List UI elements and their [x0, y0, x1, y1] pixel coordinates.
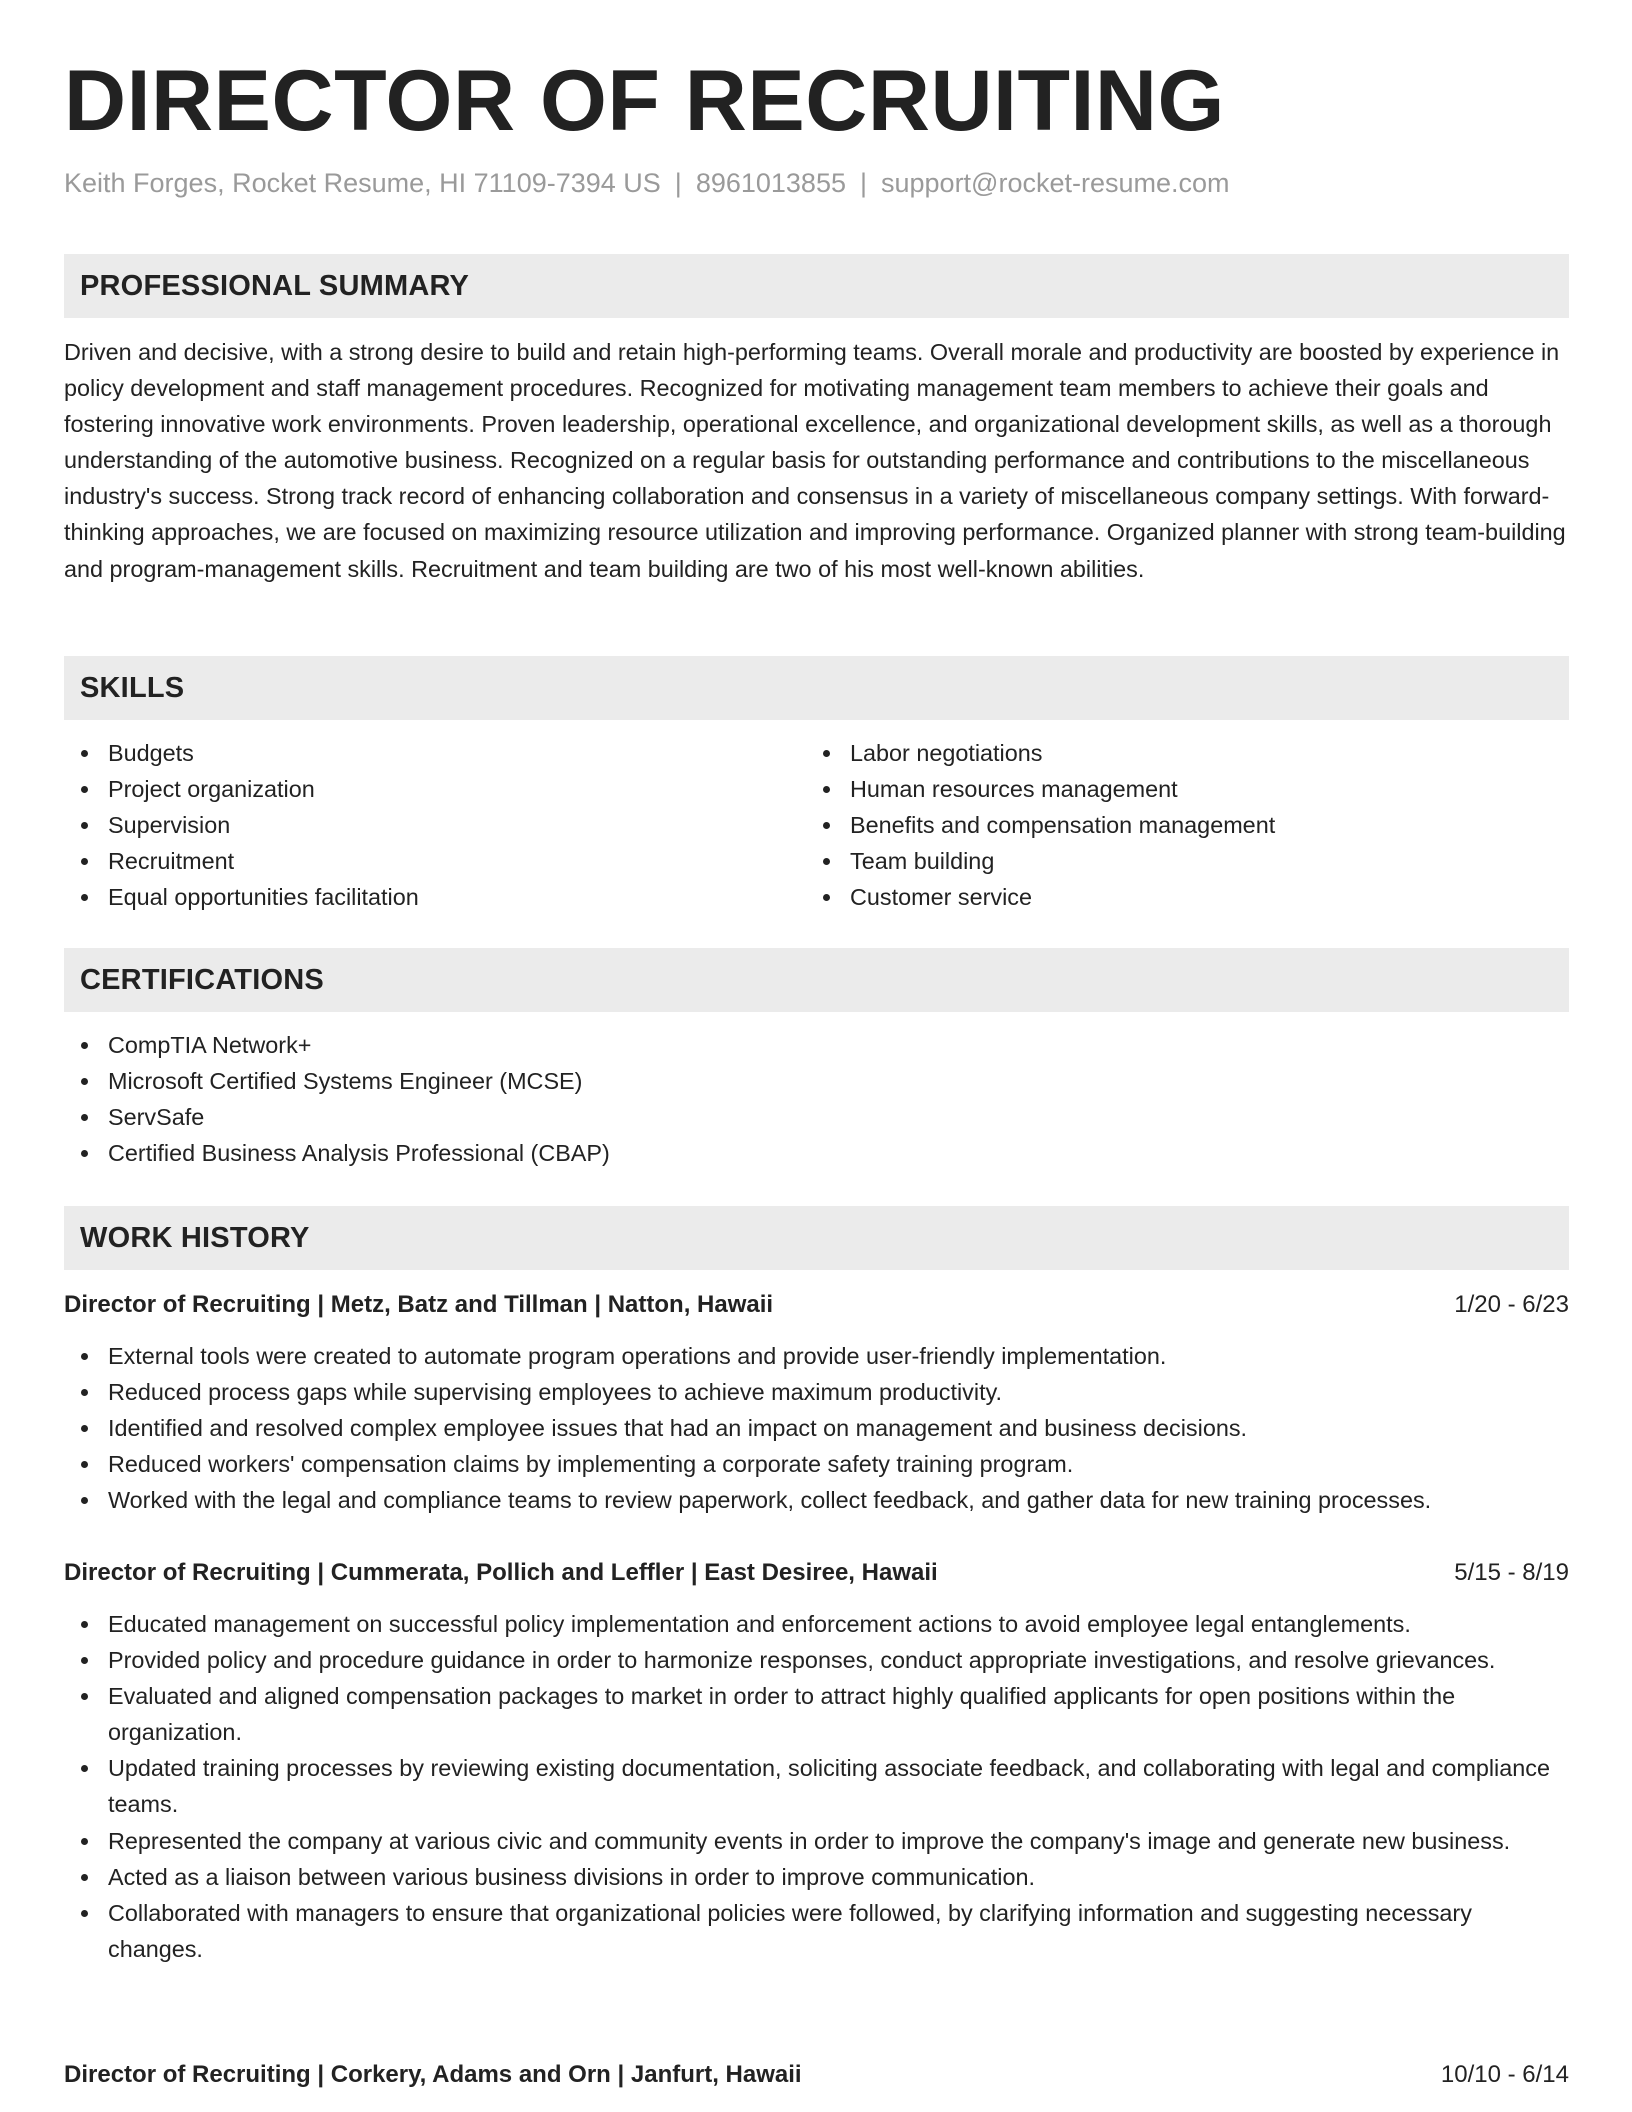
skills-list-right [806, 735, 1546, 915]
skills-section-header [64, 656, 1569, 720]
skills-column-right [806, 735, 1546, 915]
job-dates: 5/15 - 8/19 [1454, 1559, 1569, 1586]
job-bullets [64, 1338, 1569, 1518]
resume-title: DIRECTOR OF RECRUITING [64, 53, 1225, 149]
contact-address: Keith Forges, Rocket Resume, HI 71109-7394 US [64, 168, 661, 198]
job-bullet: External tools were created to automate program operations and provide user-friendly implementation. [64, 1338, 1569, 1374]
certification-item: Certified Business Analysis Professional (CBAP) [64, 1135, 1569, 1171]
skill-item: Customer service [806, 879, 1546, 915]
skill-item: Supervision [64, 807, 804, 843]
certification-item: CompTIA Network+ [64, 1027, 1569, 1063]
job-bullet: Evaluated and aligned compensation packages to market in order to attract highly qualified applicants for open positions within the organization. [64, 1678, 1569, 1750]
skill-item: Team building [806, 843, 1546, 879]
skills-column-left [64, 735, 804, 915]
skills-list-left [64, 735, 804, 915]
certifications-list [64, 1027, 1569, 1171]
job-bullet: Acted as a liaison between various business divisions in order to improve communication. [64, 1859, 1569, 1895]
job-bullet: Provided policy and procedure guidance in order to harmonize responses, conduct appropriate investigations, and resolve grievances. [64, 1642, 1569, 1678]
summary-text: Driven and decisive, with a strong desire to build and retain high-performing teams. Overall morale and productivity are boosted by experience in policy development and staff management procedures. Recognized for motivating management team members to achieve their goals and fostering innovative work environments. Proven leadership, operational excellence, and organizational development skills, as well as a thorough understanding of the automotive business. Recognized on a regular basis for outstanding performance and contributions to the miscellaneous industry's success. Strong track record of enhancing collaboration and consensus in a variety of miscellaneous company settings. With forward-thinking approaches, we are focused on maximizing resource utilization and improving performance. Organized planner with strong team-building and program-management skills. Recruitment and team building are two of his most well-known abilities. [64, 339, 1566, 582]
skills-heading: SKILLS [80, 672, 185, 704]
job-title: Director of Recruiting | Cummerata, Pollich and Leffler | East Desiree, Hawaii [64, 1559, 938, 1586]
job-bullet: Collaborated with managers to ensure that organizational policies were followed, by clarifying information and suggesting necessary changes. [64, 1895, 1569, 1967]
certifications-list-container [64, 1027, 1569, 1171]
job-entry [64, 2055, 1569, 2095]
job-bullets [64, 1606, 1569, 1967]
skill-item: Human resources management [806, 771, 1546, 807]
job-bullet: Worked with the legal and compliance teams to review paperwork, collect feedback, and gather data for new training processes. [64, 1482, 1569, 1518]
work-history-section-header [64, 1206, 1569, 1270]
work-history-heading: WORK HISTORY [80, 1222, 310, 1254]
contact-line [64, 167, 1230, 199]
contact-separator: | [674, 168, 682, 198]
job-bullet: Reduced process gaps while supervising employees to achieve maximum productivity. [64, 1374, 1569, 1410]
summary-heading: PROFESSIONAL SUMMARY [80, 270, 470, 302]
job-bullet: Educated management on successful policy implementation and enforcement actions to avoid employee legal entanglements. [64, 1606, 1569, 1642]
job-entry [64, 1553, 1569, 1967]
skill-item: Project organization [64, 771, 804, 807]
job-bullet: Updated training processes by reviewing existing documentation, soliciting associate feedback, and collaborating with legal and compliance teams. [64, 1750, 1569, 1822]
job-title: Director of Recruiting | Metz, Batz and Tillman | Natton, Hawaii [64, 1291, 774, 1318]
contact-phone: 8961013855 [695, 168, 846, 198]
certification-item: Microsoft Certified Systems Engineer (MCSE) [64, 1063, 1569, 1099]
contact-separator: | [859, 168, 867, 198]
job-header [64, 1553, 1569, 1593]
certifications-heading: CERTIFICATIONS [80, 964, 324, 996]
skill-item: Equal opportunities facilitation [64, 879, 804, 915]
summary-section-header [64, 254, 1569, 318]
contact-email[interactable]: support@rocket-resume.com [881, 168, 1230, 198]
skill-item: Recruitment [64, 843, 804, 879]
skill-item: Labor negotiations [806, 735, 1546, 771]
job-header [64, 1285, 1569, 1325]
certifications-section-header [64, 948, 1569, 1012]
job-dates: 10/10 - 6/14 [1440, 2061, 1569, 2088]
certification-item: ServSafe [64, 1099, 1569, 1135]
job-header [64, 2055, 1569, 2095]
job-bullet: Identified and resolved complex employee issues that had an impact on management and business decisions. [64, 1410, 1569, 1446]
job-bullet: Represented the company at various civic and community events in order to improve the company's image and generate new business. [64, 1823, 1569, 1859]
job-bullet: Reduced workers' compensation claims by implementing a corporate safety training program. [64, 1446, 1569, 1482]
job-title: Director of Recruiting | Corkery, Adams and Orn | Janfurt, Hawaii [64, 2061, 802, 2088]
skill-item: Benefits and compensation management [806, 807, 1546, 843]
job-dates: 1/20 - 6/23 [1454, 1291, 1569, 1318]
job-entry [64, 1285, 1569, 1518]
skill-item: Budgets [64, 735, 804, 771]
